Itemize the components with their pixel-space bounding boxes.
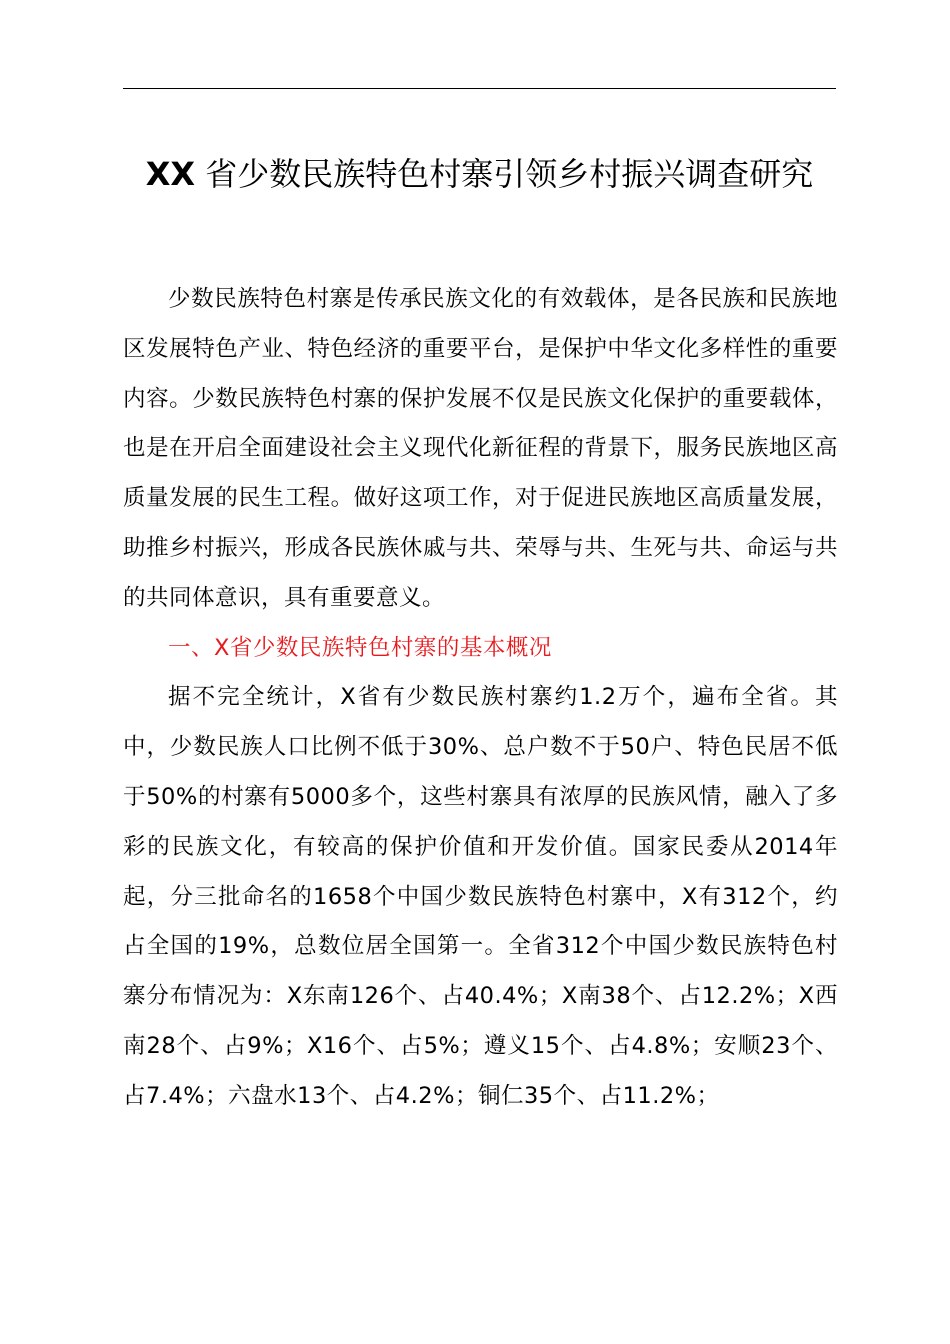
intro-paragraph: 少数民族特色村寨是传承民族文化的有效载体，是各民族和民族地区发展特色产业、特色经济的重要平台，是保护中华文化多样性的重要内容。少数民族特色村寨的保护发展不仅是民族文化保护的重要载体，也是在开启全面建设社会主义现代化新征程的背景下，服务民族地区高质量发展的民生工程。做好这项工作，对于促进民族地区高质量发展，助推乡村振兴，形成各民族休戚与共、荣辱与共、生死与共、命运与共的共同体意识，具有重要意义。 — [123, 286, 838, 611]
section-heading-1: 一、X省少数民族特色村寨的基本概况 — [168, 634, 552, 661]
document-title — [123, 150, 836, 198]
header-rule — [123, 88, 836, 89]
title-prefix: XX — [145, 155, 196, 193]
title-text: 省少数民族特色村寨引领乡村振兴调查研究 — [205, 155, 814, 193]
section-1-paragraph: 据不完全统计，X省有少数民族村寨约1.2万个，遍布全省。其中，少数民族人口比例不低于30%、总户数不于50户、特色民居不低于50%的村寨有5000多个，这些村寨具有浓厚的民族风情，融入了多彩的民族文化，有较高的保护价值和开发价值。国家民委从2014年起，分三批命名的1658个中国少数民族特色村寨中，X有312个，约占全国的19%，总数位居全国第一。全省312个中国少数民族特色村寨分布情况为：X东南126个、占40.4%；X南38个、占12.2%；X西南28个、占9%；X16个、占5%；遵义15个、占4.8%；安顺23个、占7.4%；六盘水13个、占4.2%；铜仁35个、占11.2%； — [123, 684, 838, 1109]
document-body — [123, 275, 838, 1122]
